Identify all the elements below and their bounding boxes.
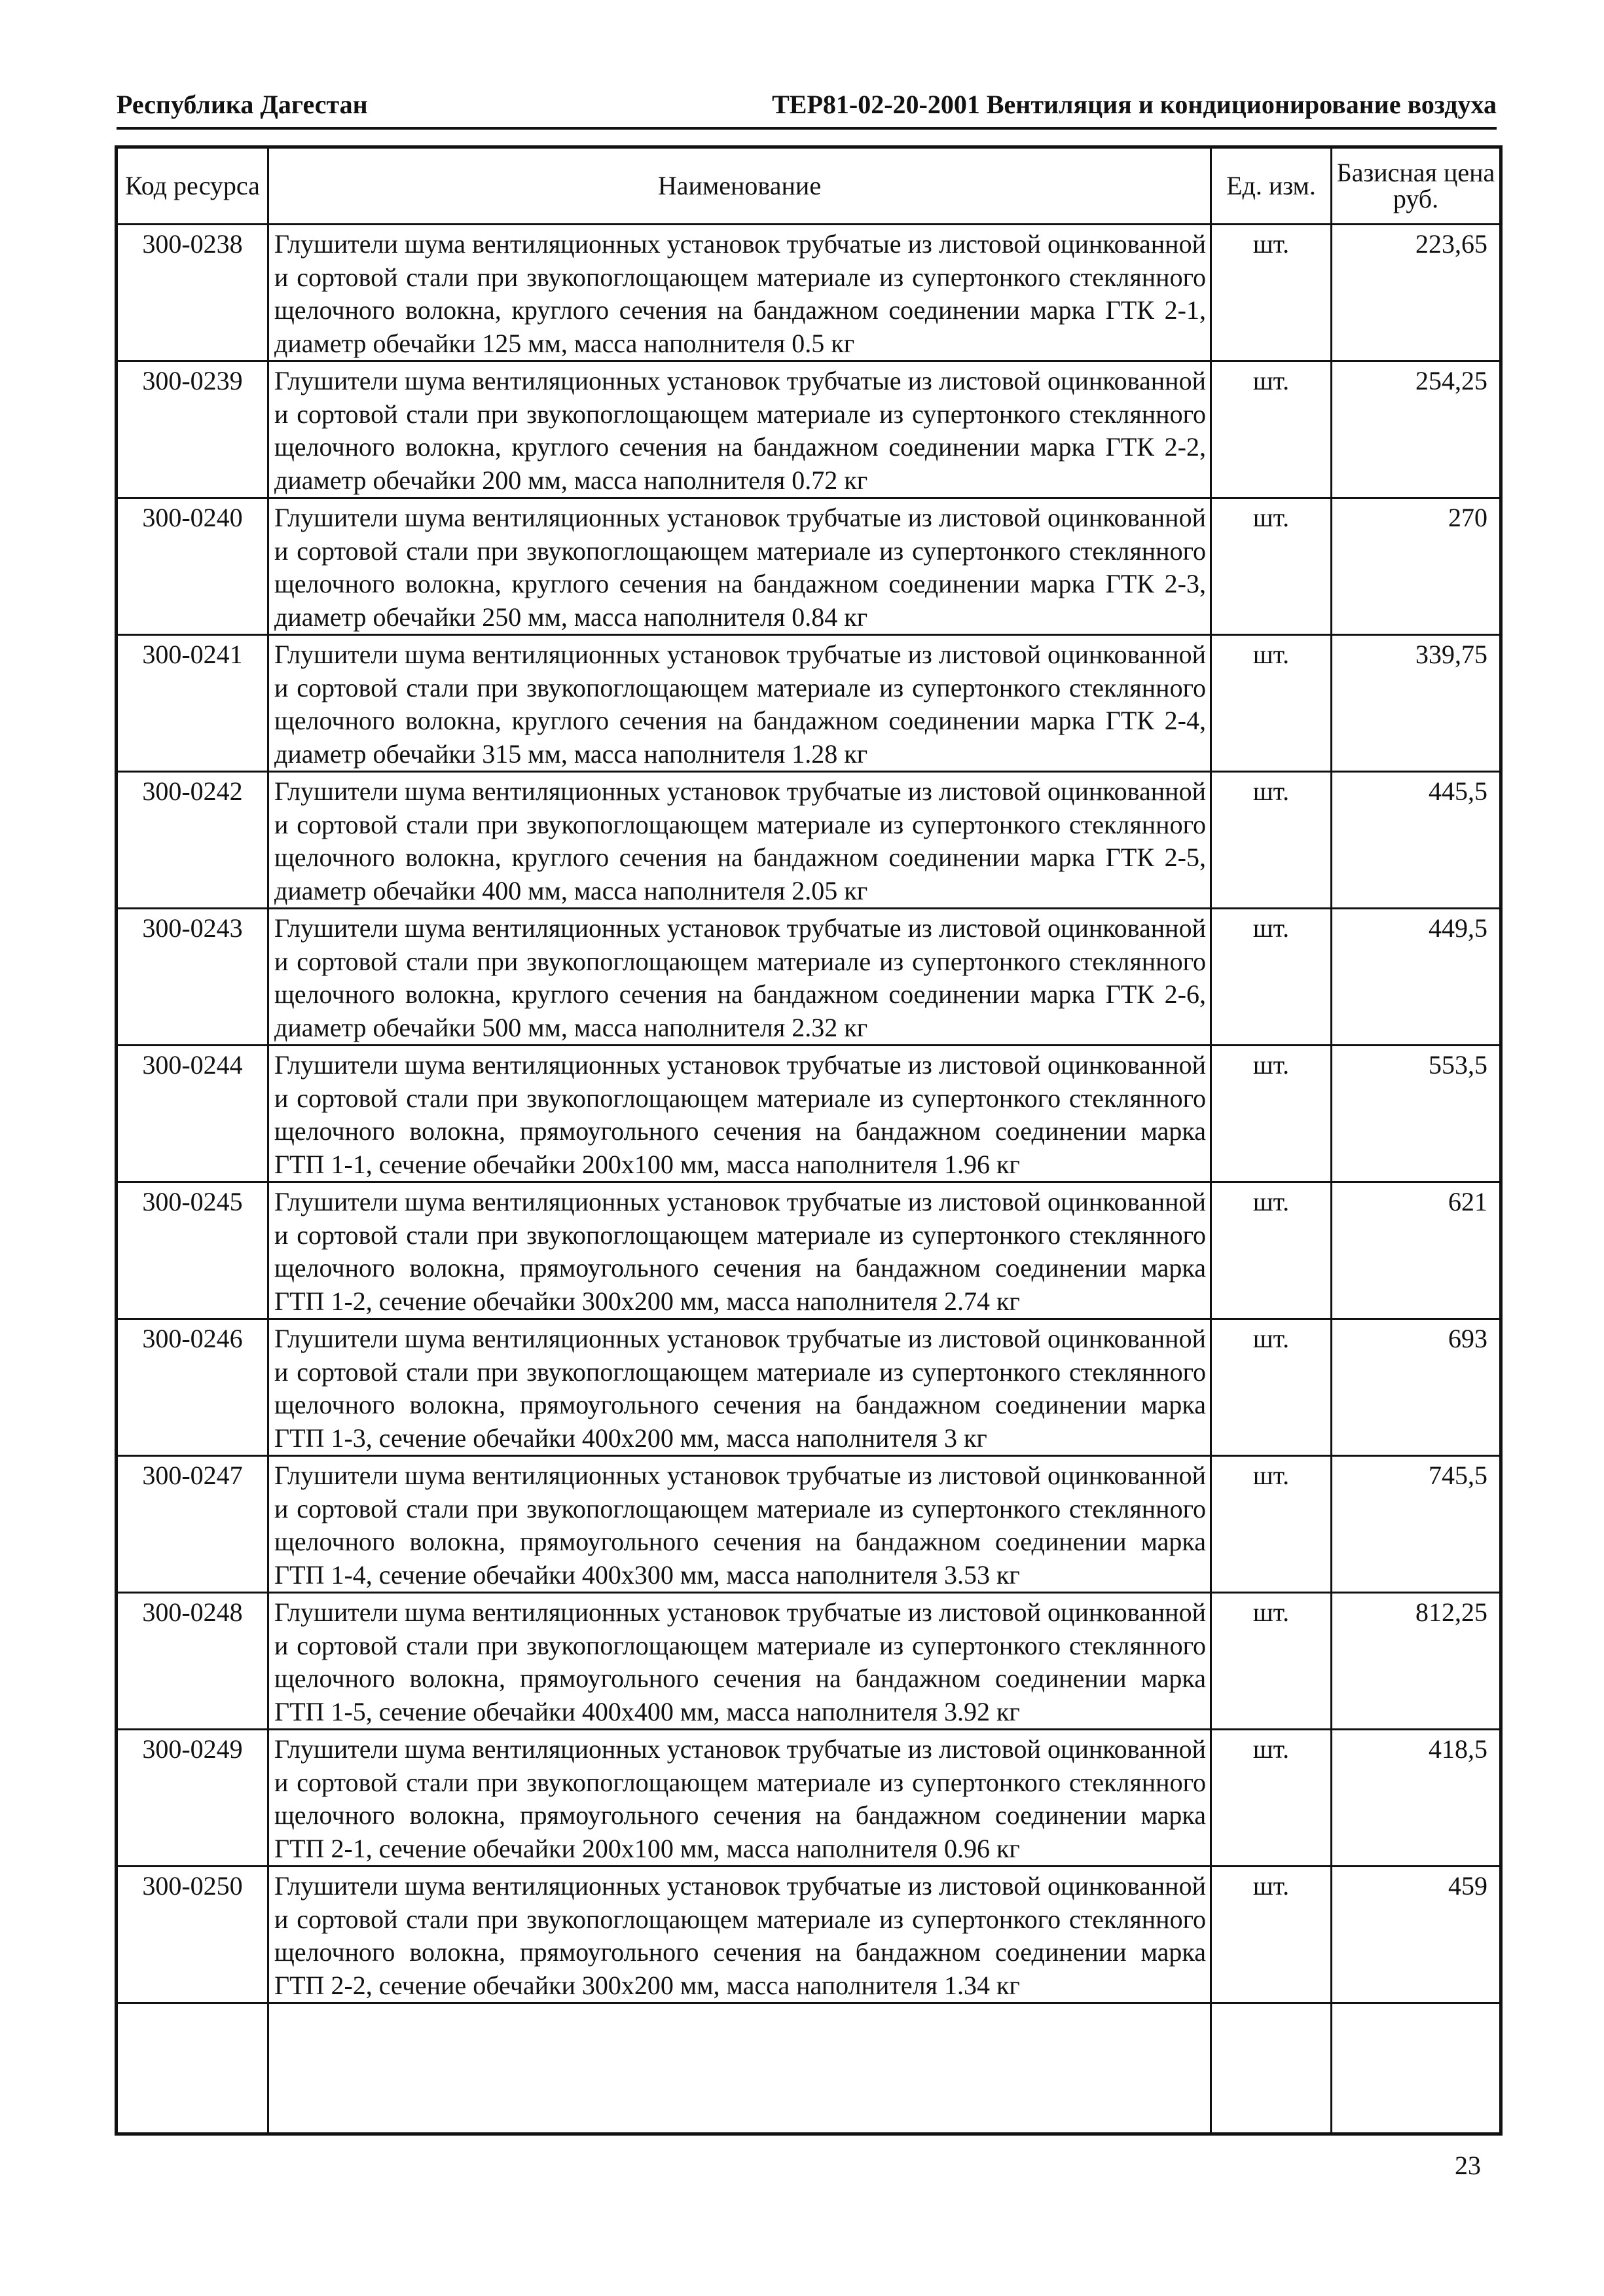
column-header-code: Код ресурса: [117, 147, 268, 225]
row-price: 445,5: [1332, 772, 1501, 909]
empty-cell: [1332, 2003, 1501, 2134]
row-code: 300-0245: [117, 1182, 268, 1319]
row-name: Глушители шума вентиляционных установок трубчатые из листовой оцинкованной и сортовой стали при звукопоглощающем материале из супертонкого стеклянного щелочного волокна, прямоугольного сечения на бандажном соединении марка ГТП 1-3, сечение обечайки 400x200 мм, масса наполнителя 3 кг: [268, 1319, 1211, 1456]
row-unit: шт.: [1211, 1456, 1332, 1593]
table-row: [117, 635, 1501, 772]
row-unit: шт.: [1211, 1593, 1332, 1730]
running-header: [117, 84, 1497, 123]
table-row: [117, 1593, 1501, 1730]
row-unit: шт.: [1211, 772, 1332, 909]
table-row: [117, 1319, 1501, 1456]
table-row: [117, 909, 1501, 1046]
column-header-name: Наименование: [268, 147, 1211, 225]
row-name: Глушители шума вентиляционных установок трубчатые из листовой оцинкованной и сортовой стали при звукопоглощающем материале из супертонкого стеклянного щелочного волокна, прямоугольного сечения на бандажном соединении марка ГТП 2-1, сечение обечайки 200x100 мм, масса наполнителя 0.96 кг: [268, 1730, 1211, 1867]
empty-cell: [268, 2003, 1211, 2134]
row-price: 459: [1332, 1867, 1501, 2003]
row-unit: шт.: [1211, 1319, 1332, 1456]
row-name: Глушители шума вентиляционных установок трубчатые из листовой оцинкованной и сортовой стали при звукопоглощающем материале из супертонкого стеклянного щелочного волокна, круглого сечения на бандажном соединении марка ГТК 2-3, диаметр обечайки 250 мм, масса наполнителя 0.84 кг: [268, 498, 1211, 635]
region-title: Республика Дагестан: [117, 90, 368, 119]
table-row: [117, 1046, 1501, 1182]
empty-cell: [117, 2003, 268, 2134]
row-name: Глушители шума вентиляционных установок трубчатые из листовой оцинкованной и сортовой стали при звукопоглощающем материале из супертонкого стеклянного щелочного волокна, круглого сечения на бандажном соединении марка ГТК 2-5, диаметр обечайки 400 мм, масса наполнителя 2.05 кг: [268, 772, 1211, 909]
empty-row: [117, 2003, 1501, 2134]
page-number: 23: [1455, 2151, 1481, 2180]
row-unit: шт.: [1211, 909, 1332, 1046]
row-unit: шт.: [1211, 635, 1332, 772]
row-unit: шт.: [1211, 1730, 1332, 1867]
row-code: 300-0244: [117, 1046, 268, 1182]
row-price: 745,5: [1332, 1456, 1501, 1593]
row-name: Глушители шума вентиляционных установок трубчатые из листовой оцинкованной и сортовой стали при звукопоглощающем материале из супертонкого стеклянного щелочного волокна, круглого сечения на бандажном соединении марка ГТК 2-2, диаметр обечайки 200 мм, масса наполнителя 0.72 кг: [268, 361, 1211, 498]
row-unit: шт.: [1211, 1182, 1332, 1319]
row-code: 300-0242: [117, 772, 268, 909]
row-name: Глушители шума вентиляционных установок трубчатые из листовой оцинкованной и сортовой стали при звукопоглощающем материале из супертонкого стеклянного щелочного волокна, прямоугольного сечения на бандажном соединении марка ГТП 1-5, сечение обечайки 400x400 мм, масса наполнителя 3.92 кг: [268, 1593, 1211, 1730]
row-name: Глушители шума вентиляционных установок трубчатые из листовой оцинкованной и сортовой стали при звукопоглощающем материале из супертонкого стеклянного щелочного волокна, прямоугольного сечения на бандажном соединении марка ГТП 1-2, сечение обечайки 300x200 мм, масса наполнителя 2.74 кг: [268, 1182, 1211, 1319]
row-code: 300-0246: [117, 1319, 268, 1456]
row-price: 254,25: [1332, 361, 1501, 498]
row-unit: шт.: [1211, 498, 1332, 635]
row-price: 621: [1332, 1182, 1501, 1319]
document-title: ТЕР81-02-20-2001 Вентиляция и кондиционирование воздуха: [772, 90, 1497, 119]
row-code: 300-0248: [117, 1593, 268, 1730]
table-header-row: [117, 147, 1501, 225]
table-row: [117, 498, 1501, 635]
row-price: 449,5: [1332, 909, 1501, 1046]
column-header-price: Базисная цена руб.: [1332, 147, 1501, 225]
table-row: [117, 1182, 1501, 1319]
row-unit: шт.: [1211, 225, 1332, 361]
header-divider: [117, 127, 1497, 130]
row-price: 553,5: [1332, 1046, 1501, 1182]
row-code: 300-0241: [117, 635, 268, 772]
row-price: 812,25: [1332, 1593, 1501, 1730]
row-code: 300-0249: [117, 1730, 268, 1867]
table-row: [117, 1456, 1501, 1593]
row-price: 339,75: [1332, 635, 1501, 772]
row-name: Глушители шума вентиляционных установок трубчатые из листовой оцинкованной и сортовой стали при звукопоглощающем материале из супертонкого стеклянного щелочного волокна, прямоугольного сечения на бандажном соединении марка ГТП 1-1, сечение обечайки 200x100 мм, масса наполнителя 1.96 кг: [268, 1046, 1211, 1182]
table-row: [117, 361, 1501, 498]
empty-cell: [1211, 2003, 1332, 2134]
table-row: [117, 1730, 1501, 1867]
row-code: 300-0240: [117, 498, 268, 635]
row-price: 223,65: [1332, 225, 1501, 361]
row-code: 300-0238: [117, 225, 268, 361]
row-name: Глушители шума вентиляционных установок трубчатые из листовой оцинкованной и сортовой стали при звукопоглощающем материале из супертонкого стеклянного щелочного волокна, прямоугольного сечения на бандажном соединении марка ГТП 2-2, сечение обечайки 300x200 мм, масса наполнителя 1.34 кг: [268, 1867, 1211, 2003]
row-unit: шт.: [1211, 361, 1332, 498]
row-name: Глушители шума вентиляционных установок трубчатые из листовой оцинкованной и сортовой стали при звукопоглощающем материале из супертонкого стеклянного щелочного волокна, прямоугольного сечения на бандажном соединении марка ГТП 1-4, сечение обечайки 400x300 мм, масса наполнителя 3.53 кг: [268, 1456, 1211, 1593]
table-row: [117, 1867, 1501, 2003]
table-row: [117, 772, 1501, 909]
row-price: 693: [1332, 1319, 1501, 1456]
row-code: 300-0239: [117, 361, 268, 498]
row-name: Глушители шума вентиляционных установок трубчатые из листовой оцинкованной и сортовой стали при звукопоглощающем материале из супертонкого стеклянного щелочного волокна, круглого сечения на бандажном соединении марка ГТК 2-1, диаметр обечайки 125 мм, масса наполнителя 0.5 кг: [268, 225, 1211, 361]
row-price: 270: [1332, 498, 1501, 635]
row-code: 300-0243: [117, 909, 268, 1046]
row-unit: шт.: [1211, 1046, 1332, 1182]
row-name: Глушители шума вентиляционных установок трубчатые из листовой оцинкованной и сортовой стали при звукопоглощающем материале из супертонкого стеклянного щелочного волокна, круглого сечения на бандажном соединении марка ГТК 2-6, диаметр обечайки 500 мм, масса наполнителя 2.32 кг: [268, 909, 1211, 1046]
row-price: 418,5: [1332, 1730, 1501, 1867]
column-header-unit: Ед. изм.: [1211, 147, 1332, 225]
row-name: Глушители шума вентиляционных установок трубчатые из листовой оцинкованной и сортовой стали при звукопоглощающем материале из супертонкого стеклянного щелочного волокна, круглого сечения на бандажном соединении марка ГТК 2-4, диаметр обечайки 315 мм, масса наполнителя 1.28 кг: [268, 635, 1211, 772]
resource-price-table: [115, 145, 1503, 2136]
table-row: [117, 225, 1501, 361]
row-unit: шт.: [1211, 1867, 1332, 2003]
row-code: 300-0250: [117, 1867, 268, 2003]
row-code: 300-0247: [117, 1456, 268, 1593]
